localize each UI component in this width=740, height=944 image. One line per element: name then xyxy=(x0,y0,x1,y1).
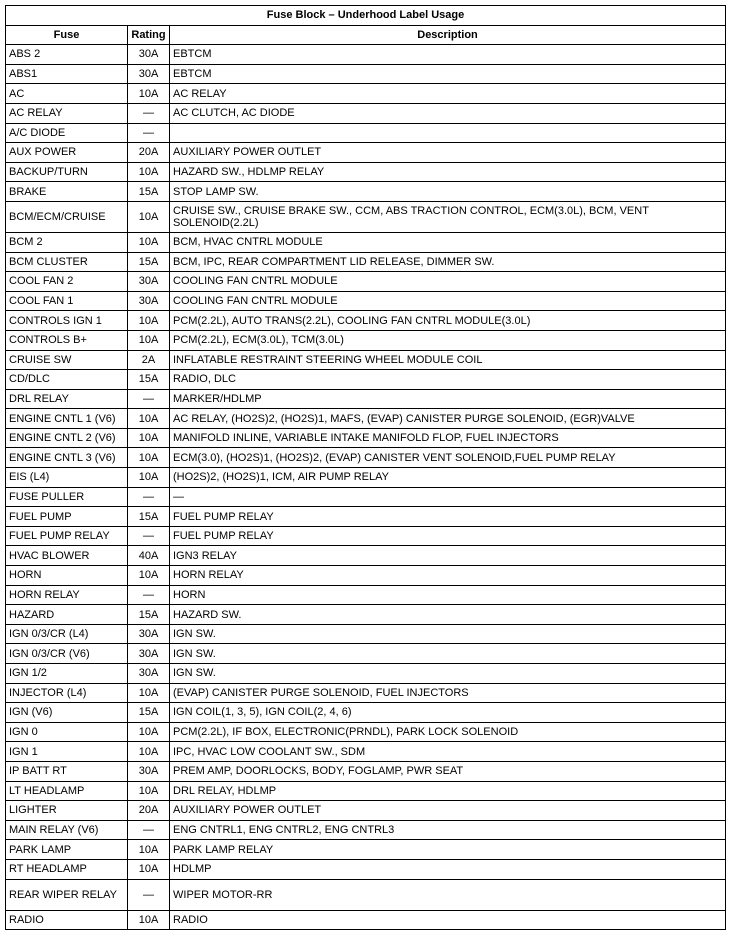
fuse-cell: RADIO xyxy=(6,910,128,930)
rating-cell: 30A xyxy=(128,624,170,644)
table-row xyxy=(6,272,726,292)
table-row xyxy=(6,722,726,742)
table-row xyxy=(6,84,726,104)
fuse-cell: FUSE PULLER xyxy=(6,487,128,507)
fuse-cell: CONTROLS IGN 1 xyxy=(6,311,128,331)
description-cell: — xyxy=(170,487,726,507)
fuse-cell: ABS 2 xyxy=(6,45,128,65)
fuse-cell: BCM 2 xyxy=(6,232,128,252)
rating-cell: — xyxy=(128,820,170,840)
fuse-cell: INJECTOR (L4) xyxy=(6,683,128,703)
fuse-cell: CONTROLS B+ xyxy=(6,330,128,350)
table-row xyxy=(6,840,726,860)
table-row xyxy=(6,468,726,488)
fuse-cell: IGN 1 xyxy=(6,742,128,762)
table-row xyxy=(6,566,726,586)
rating-cell: 15A xyxy=(128,703,170,723)
fuse-cell: CRUISE SW xyxy=(6,350,128,370)
table-row xyxy=(6,526,726,546)
description-cell: PREM AMP, DOORLOCKS, BODY, FOGLAMP, PWR SEAT xyxy=(170,761,726,781)
rating-cell: 10A xyxy=(128,311,170,331)
fuse-cell: IGN 1/2 xyxy=(6,664,128,684)
table-row xyxy=(6,644,726,664)
header-row xyxy=(6,25,726,45)
description-cell: PCM(2.2L), IF BOX, ELECTRONIC(PRNDL), PARK LOCK SOLENOID xyxy=(170,722,726,742)
fuse-cell: ENGINE CNTL 1 (V6) xyxy=(6,409,128,429)
rating-cell: 10A xyxy=(128,162,170,182)
rating-cell: 20A xyxy=(128,143,170,163)
description-cell: COOLING FAN CNTRL MODULE xyxy=(170,272,726,292)
table-row xyxy=(6,350,726,370)
fuse-cell: ENGINE CNTL 3 (V6) xyxy=(6,448,128,468)
fuse-cell: ABS1 xyxy=(6,64,128,84)
rating-cell: — xyxy=(128,879,170,910)
table-row xyxy=(6,64,726,84)
description-cell: MANIFOLD INLINE, VARIABLE INTAKE MANIFOLD FLOP, FUEL INJECTORS xyxy=(170,428,726,448)
rating-cell: 30A xyxy=(128,291,170,311)
fuse-cell: BCM CLUSTER xyxy=(6,252,128,272)
fuse-cell: MAIN RELAY (V6) xyxy=(6,820,128,840)
table-row xyxy=(6,585,726,605)
column-header-rating: Rating xyxy=(128,25,170,45)
table-row xyxy=(6,143,726,163)
description-cell: FUEL PUMP RELAY xyxy=(170,507,726,527)
description-cell: HDLMP xyxy=(170,859,726,879)
description-cell: FUEL PUMP RELAY xyxy=(170,526,726,546)
rating-cell: — xyxy=(128,585,170,605)
fuse-cell: COOL FAN 1 xyxy=(6,291,128,311)
rating-cell: 10A xyxy=(128,566,170,586)
rating-cell: — xyxy=(128,103,170,123)
fuse-cell: BCM/ECM/CRUISE xyxy=(6,201,128,232)
fuse-cell: IGN 0 xyxy=(6,722,128,742)
rating-cell: 10A xyxy=(128,910,170,930)
rating-cell: 15A xyxy=(128,252,170,272)
fuse-cell: LT HEADLAMP xyxy=(6,781,128,801)
fuse-cell: LIGHTER xyxy=(6,801,128,821)
fuse-cell: DRL RELAY xyxy=(6,389,128,409)
description-cell: ENG CNTRL1, ENG CNTRL2, ENG CNTRL3 xyxy=(170,820,726,840)
table-row xyxy=(6,781,726,801)
fuse-cell: A/C DIODE xyxy=(6,123,128,143)
description-cell: RADIO, DLC xyxy=(170,370,726,390)
table-row xyxy=(6,291,726,311)
table-row xyxy=(6,448,726,468)
table-row xyxy=(6,507,726,527)
table-row xyxy=(6,703,726,723)
description-cell: AUXILIARY POWER OUTLET xyxy=(170,143,726,163)
description-cell: HORN xyxy=(170,585,726,605)
description-cell: EBTCM xyxy=(170,64,726,84)
table-row xyxy=(6,761,726,781)
description-cell: IGN3 RELAY xyxy=(170,546,726,566)
description-cell: AUXILIARY POWER OUTLET xyxy=(170,801,726,821)
rating-cell: 10A xyxy=(128,84,170,104)
description-cell: HAZARD SW. xyxy=(170,605,726,625)
rating-cell: — xyxy=(128,487,170,507)
rating-cell: 30A xyxy=(128,272,170,292)
description-cell: HAZARD SW., HDLMP RELAY xyxy=(170,162,726,182)
description-cell: COOLING FAN CNTRL MODULE xyxy=(170,291,726,311)
description-cell: AC RELAY xyxy=(170,84,726,104)
rating-cell: 30A xyxy=(128,664,170,684)
column-header-fuse: Fuse xyxy=(6,25,128,45)
table-row xyxy=(6,879,726,910)
table-row xyxy=(6,389,726,409)
table-row xyxy=(6,910,726,930)
rating-cell: 10A xyxy=(128,468,170,488)
fuse-cell: BRAKE xyxy=(6,182,128,202)
description-cell: EBTCM xyxy=(170,45,726,65)
rating-cell: 15A xyxy=(128,182,170,202)
rating-cell: 10A xyxy=(128,859,170,879)
rating-cell: 10A xyxy=(128,683,170,703)
table-row xyxy=(6,232,726,252)
rating-cell: — xyxy=(128,123,170,143)
fuse-cell: HORN xyxy=(6,566,128,586)
rating-cell: 15A xyxy=(128,370,170,390)
table-row xyxy=(6,409,726,429)
fuse-cell: IGN (V6) xyxy=(6,703,128,723)
description-cell: IGN SW. xyxy=(170,664,726,684)
description-cell: HORN RELAY xyxy=(170,566,726,586)
fuse-table-document xyxy=(5,5,725,930)
table-body xyxy=(6,45,726,930)
table-row xyxy=(6,859,726,879)
fuse-cell: AC xyxy=(6,84,128,104)
fuse-table xyxy=(5,5,726,930)
fuse-cell: FUEL PUMP RELAY xyxy=(6,526,128,546)
description-cell: INFLATABLE RESTRAINT STEERING WHEEL MODULE COIL xyxy=(170,350,726,370)
fuse-cell: ENGINE CNTL 2 (V6) xyxy=(6,428,128,448)
table-row xyxy=(6,162,726,182)
fuse-cell: CD/DLC xyxy=(6,370,128,390)
rating-cell: 10A xyxy=(128,781,170,801)
rating-cell: — xyxy=(128,526,170,546)
description-cell: (HO2S)2, (HO2S)1, ICM, AIR PUMP RELAY xyxy=(170,468,726,488)
rating-cell: 10A xyxy=(128,722,170,742)
description-cell: BCM, HVAC CNTRL MODULE xyxy=(170,232,726,252)
table-row xyxy=(6,820,726,840)
description-cell: AC RELAY, (HO2S)2, (HO2S)1, MAFS, (EVAP) CANISTER PURGE SOLENOID, (EGR)VALVE xyxy=(170,409,726,429)
fuse-cell: IGN 0/3/CR (L4) xyxy=(6,624,128,644)
description-cell: STOP LAMP SW. xyxy=(170,182,726,202)
description-cell: IGN SW. xyxy=(170,624,726,644)
description-cell: PCM(2.2L), AUTO TRANS(2.2L), COOLING FAN CNTRL MODULE(3.0L) xyxy=(170,311,726,331)
rating-cell: 15A xyxy=(128,605,170,625)
table-row xyxy=(6,103,726,123)
table-row xyxy=(6,182,726,202)
rating-cell: 10A xyxy=(128,840,170,860)
rating-cell: 10A xyxy=(128,409,170,429)
fuse-cell: COOL FAN 2 xyxy=(6,272,128,292)
rating-cell: 2A xyxy=(128,350,170,370)
fuse-cell: RT HEADLAMP xyxy=(6,859,128,879)
description-cell: (EVAP) CANISTER PURGE SOLENOID, FUEL INJECTORS xyxy=(170,683,726,703)
description-cell: RADIO xyxy=(170,910,726,930)
description-cell: DRL RELAY, HDLMP xyxy=(170,781,726,801)
rating-cell: 15A xyxy=(128,507,170,527)
table-row xyxy=(6,428,726,448)
rating-cell: 10A xyxy=(128,232,170,252)
rating-cell: 30A xyxy=(128,45,170,65)
rating-cell: 30A xyxy=(128,644,170,664)
table-row xyxy=(6,683,726,703)
fuse-cell: AUX POWER xyxy=(6,143,128,163)
description-cell: IPC, HVAC LOW COOLANT SW., SDM xyxy=(170,742,726,762)
table-row xyxy=(6,742,726,762)
description-cell: IGN COIL(1, 3, 5), IGN COIL(2, 4, 6) xyxy=(170,703,726,723)
fuse-cell: REAR WIPER RELAY xyxy=(6,879,128,910)
fuse-cell: PARK LAMP xyxy=(6,840,128,860)
table-row xyxy=(6,370,726,390)
title-row xyxy=(6,6,726,26)
fuse-cell: BACKUP/TURN xyxy=(6,162,128,182)
rating-cell: 30A xyxy=(128,761,170,781)
table-row xyxy=(6,330,726,350)
table-row xyxy=(6,605,726,625)
rating-cell: 30A xyxy=(128,64,170,84)
rating-cell: 10A xyxy=(128,742,170,762)
table-row xyxy=(6,123,726,143)
fuse-cell: IGN 0/3/CR (V6) xyxy=(6,644,128,664)
description-cell: CRUISE SW., CRUISE BRAKE SW., CCM, ABS TRACTION CONTROL, ECM(3.0L), BCM, VENT SOLENOID(2.2L) xyxy=(170,201,726,232)
column-header-description: Description xyxy=(170,25,726,45)
fuse-cell: HVAC BLOWER xyxy=(6,546,128,566)
description-cell: AC CLUTCH, AC DIODE xyxy=(170,103,726,123)
table-row xyxy=(6,252,726,272)
description-cell: PARK LAMP RELAY xyxy=(170,840,726,860)
description-cell xyxy=(170,123,726,143)
rating-cell: 10A xyxy=(128,428,170,448)
fuse-cell: HAZARD xyxy=(6,605,128,625)
fuse-cell: HORN RELAY xyxy=(6,585,128,605)
rating-cell: 10A xyxy=(128,448,170,468)
description-cell: BCM, IPC, REAR COMPARTMENT LID RELEASE, DIMMER SW. xyxy=(170,252,726,272)
table-row xyxy=(6,311,726,331)
fuse-cell: EIS (L4) xyxy=(6,468,128,488)
table-row xyxy=(6,624,726,644)
rating-cell: — xyxy=(128,389,170,409)
rating-cell: 10A xyxy=(128,201,170,232)
table-row xyxy=(6,801,726,821)
description-cell: IGN SW. xyxy=(170,644,726,664)
rating-cell: 20A xyxy=(128,801,170,821)
description-cell: MARKER/HDLMP xyxy=(170,389,726,409)
table-row xyxy=(6,45,726,65)
fuse-cell: FUEL PUMP xyxy=(6,507,128,527)
fuse-cell: IP BATT RT xyxy=(6,761,128,781)
table-row xyxy=(6,201,726,232)
rating-cell: 40A xyxy=(128,546,170,566)
table-title: Fuse Block – Underhood Label Usage xyxy=(6,6,726,26)
description-cell: ECM(3.0), (HO2S)1, (HO2S)2, (EVAP) CANISTER VENT SOLENOID,FUEL PUMP RELAY xyxy=(170,448,726,468)
rating-cell: 10A xyxy=(128,330,170,350)
description-cell: PCM(2.2L), ECM(3.0L), TCM(3.0L) xyxy=(170,330,726,350)
table-row xyxy=(6,664,726,684)
description-cell: WIPER MOTOR-RR xyxy=(170,879,726,910)
table-row xyxy=(6,487,726,507)
fuse-cell: AC RELAY xyxy=(6,103,128,123)
table-row xyxy=(6,546,726,566)
